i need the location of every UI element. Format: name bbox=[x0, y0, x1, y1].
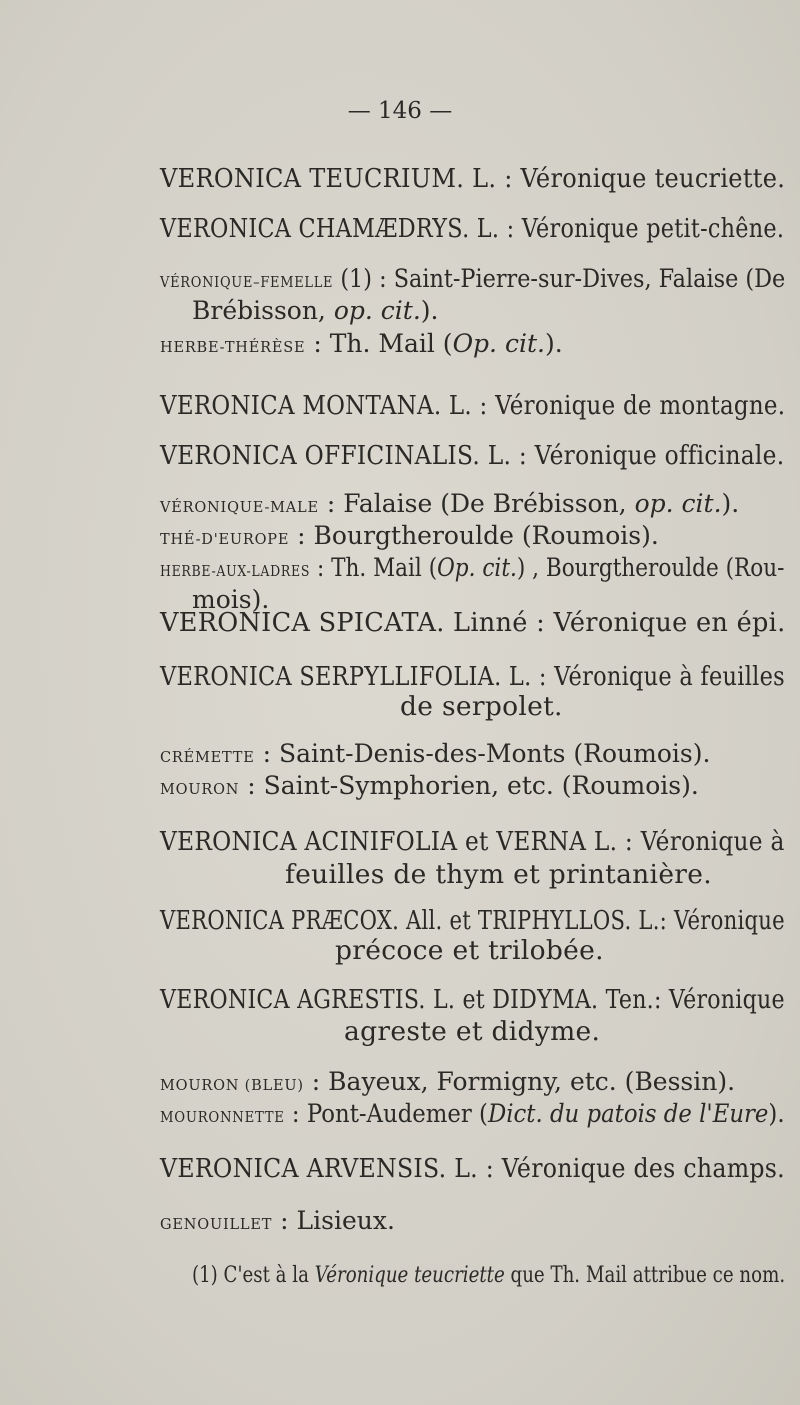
vernacular-name: MOURONNETTE bbox=[160, 1110, 285, 1126]
entry-text: VERONICA SERPYLLIFOLIA. L. : Véronique à feuilles bbox=[160, 661, 785, 692]
vernacular-name: MOURON (BLEU) bbox=[160, 1078, 304, 1094]
entry-text: Brébisson, bbox=[192, 296, 334, 325]
species-entry bbox=[160, 163, 786, 194]
entry-text: mois). bbox=[192, 585, 270, 614]
vernacular-entry bbox=[160, 773, 699, 798]
vernacular-entry bbox=[160, 331, 563, 356]
species-entry bbox=[160, 905, 785, 936]
entry-tail: ). bbox=[768, 1099, 785, 1128]
citation: Op. cit. bbox=[437, 553, 517, 582]
entry-text: : Saint-Denis-des-Monts (Roumois). bbox=[254, 739, 711, 768]
entry-text: VERONICA MONTANA. L. : Véronique de montagne. bbox=[160, 390, 786, 421]
entry-text: VERONICA SPICATA. Linné : Véronique en épi. bbox=[160, 607, 786, 638]
vernacular-name: VÉRONIQUE–FEMELLE bbox=[160, 275, 334, 291]
footnote-text-end: que Th. Mail attribue ce nom. bbox=[504, 1263, 786, 1288]
species-entry-continuation bbox=[285, 859, 712, 890]
species-entry bbox=[160, 390, 786, 421]
page-number: — 146 — bbox=[347, 98, 453, 124]
footnote-text: (1) C'est à la bbox=[192, 1263, 315, 1288]
entry-text: VERONICA CHAMÆDRYS. L. : Véronique petit-chêne. bbox=[160, 213, 785, 244]
vernacular-name: VÉRONIQUE-MALE bbox=[160, 500, 319, 516]
species-entry-continuation bbox=[400, 691, 563, 722]
vernacular-name: THÉ-D'EUROPE bbox=[160, 532, 290, 548]
species-entry bbox=[160, 607, 786, 638]
entry-text: feuilles de thym et printanière. bbox=[285, 859, 712, 890]
entry-text: de serpolet. bbox=[400, 691, 563, 722]
entry-tail: ). bbox=[721, 489, 740, 518]
vernacular-continuation bbox=[192, 298, 438, 323]
entry-tail: ). bbox=[420, 296, 439, 325]
species-entry bbox=[160, 826, 785, 857]
species-entry bbox=[160, 984, 785, 1015]
entry-tail: ). bbox=[544, 329, 563, 358]
vernacular-name: HERBE-THÉRÈSE bbox=[160, 340, 306, 356]
species-entry-continuation bbox=[344, 1016, 601, 1047]
entry-text: : Lisieux. bbox=[272, 1206, 395, 1235]
vernacular-name: CRÉMETTE bbox=[160, 750, 255, 766]
entry-text: précoce et trilobée. bbox=[335, 935, 604, 966]
vernacular-entry bbox=[160, 741, 710, 766]
vernacular-entry bbox=[160, 491, 739, 516]
citation: Op. cit. bbox=[452, 329, 545, 358]
citation: Dict. du patois de l'Eure bbox=[487, 1099, 769, 1128]
species-entry-continuation bbox=[335, 935, 604, 966]
vernacular-entry bbox=[160, 1101, 785, 1126]
vernacular-name: HERBE-AUX-LADRES bbox=[160, 564, 311, 580]
entry-text: VERONICA ACINIFOLIA et VERNA L. : Véronique à bbox=[160, 826, 785, 857]
entry-text: agreste et didyme. bbox=[344, 1016, 601, 1047]
species-entry bbox=[160, 213, 785, 244]
citation: op. cit. bbox=[634, 489, 722, 518]
vernacular-entry bbox=[160, 1208, 395, 1233]
entry-tail: ) , Bourgtheroulde (Rou- bbox=[516, 553, 785, 582]
entry-text: : Bourgtheroulde (Roumois). bbox=[289, 521, 659, 550]
species-entry bbox=[160, 440, 785, 471]
species-entry bbox=[160, 1153, 785, 1184]
footnote bbox=[192, 1265, 785, 1287]
entry-text: VERONICA TEUCRIUM. L. : Véronique teucriette. bbox=[160, 163, 786, 194]
citation: op. cit. bbox=[333, 296, 421, 325]
entry-text: (1) : Saint-Pierre-sur-Dives, Falaise (De bbox=[333, 264, 786, 293]
entry-text: : Pont-Audemer ( bbox=[284, 1099, 488, 1128]
vernacular-name: MOURON bbox=[160, 782, 240, 798]
entry-text: : Th. Mail ( bbox=[310, 553, 438, 582]
entry-text: VERONICA ARVENSIS. L. : Véronique des champs. bbox=[160, 1153, 785, 1184]
vernacular-entry bbox=[160, 555, 784, 580]
footnote-citation: Véronique teucriette bbox=[314, 1263, 505, 1288]
vernacular-entry bbox=[160, 523, 659, 548]
vernacular-entry bbox=[160, 266, 785, 291]
entry-text: : Falaise (De Brébisson, bbox=[318, 489, 635, 518]
entry-text: : Th. Mail ( bbox=[305, 329, 453, 358]
entry-text: : Saint-Symphorien, etc. (Roumois). bbox=[239, 771, 699, 800]
entry-text: : Bayeux, Formigny, etc. (Bessin). bbox=[303, 1067, 736, 1096]
species-entry bbox=[160, 661, 785, 692]
entry-text: VERONICA AGRESTIS. L. et DIDYMA. Ten.: Véronique bbox=[160, 984, 785, 1015]
vernacular-entry bbox=[160, 1069, 735, 1094]
vernacular-name: GENOUILLET bbox=[160, 1217, 273, 1233]
entry-text: VERONICA OFFICINALIS. L. : Véronique officinale. bbox=[160, 440, 785, 471]
entry-text: VERONICA PRÆCOX. All. et TRIPHYLLOS. L.: Véronique bbox=[160, 905, 785, 936]
